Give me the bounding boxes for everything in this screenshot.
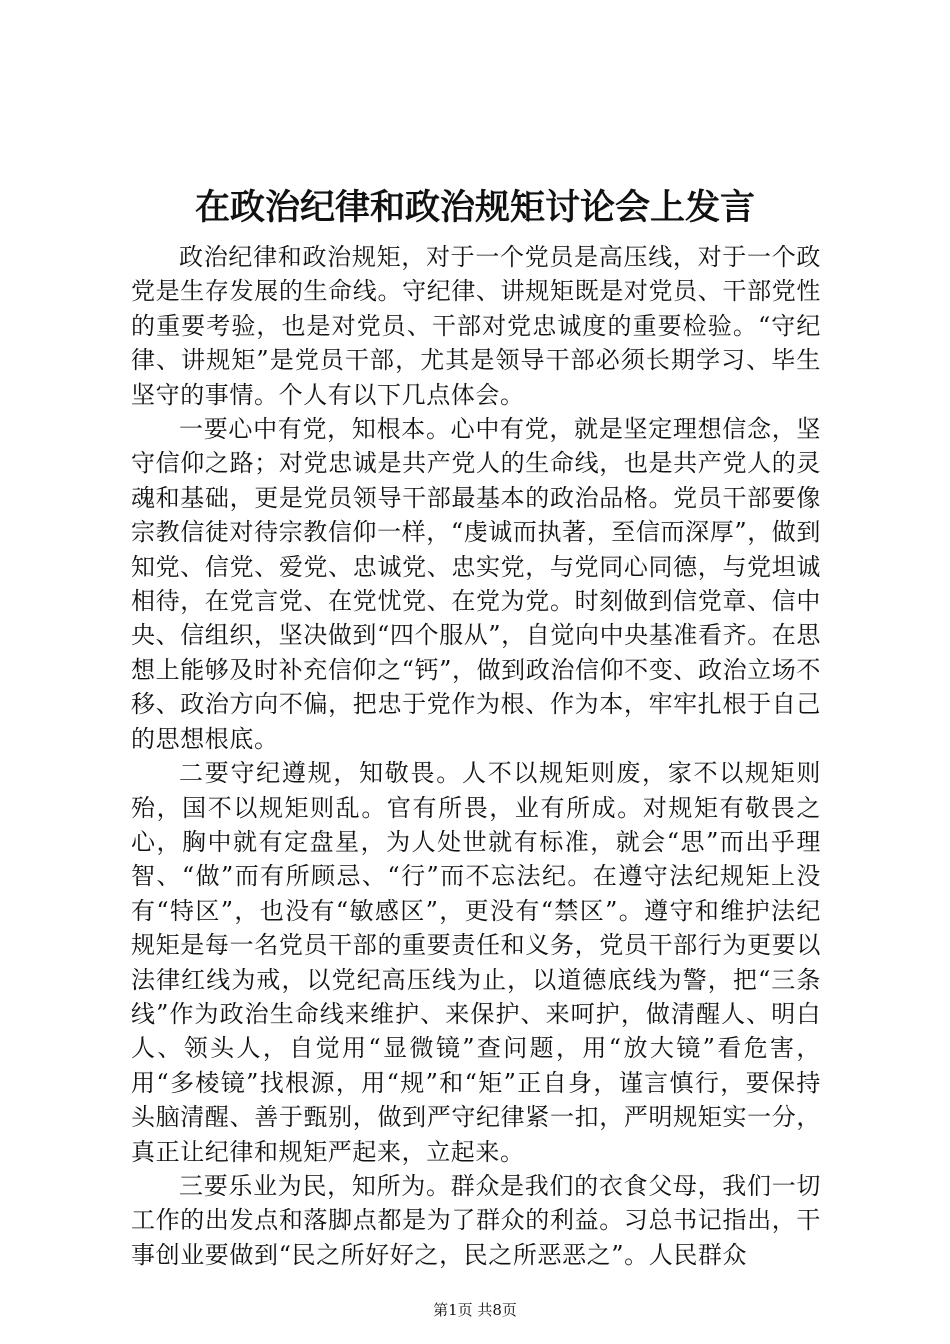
document-body — [131, 240, 821, 1272]
paragraph-point-one: 一要心中有党，知根本。心中有党，就是坚定理想信念，坚守信仰之路；对党忠诚是共产党人的生命线，也是共产党人的灵魂和基础，更是党员领导干部最基本的政治品格。党员干部要像宗教信徒对待宗教信仰一样，“虔诚而执著，至信而深厚”，做到知党、信党、爱党、忠诚党、忠实党，与党同心同德，与党坦诚相待，在党言党、在党忧党、在党为党。时刻做到信党章、信中央、信组织，坚决做到“四个服从”，自觉向中央基准看齐。在思想上能够及时补充信仰之“钙”，做到政治信仰不变、政治立场不移、政治方向不偏，把忠于党作为根、作为本，牢牢扎根于自己的思想根底。 — [131, 415, 821, 753]
page-footer: 第1页 共8页 — [433, 1301, 517, 1319]
paragraph-point-three: 三要乐业为民，知所为。群众是我们的衣食父母，我们一切工作的出发点和落脚点都是为了群众的利益。习总书记指出，干事创业要做到“民之所好好之，民之所恶恶之”。人民群众 — [131, 1171, 821, 1269]
paragraph-intro: 政治纪律和政治规矩，对于一个党员是高压线，对于一个政党是生存发展的生命线。守纪律、讲规矩既是对党员、干部党性的重要考验，也是对党员、干部对党忠诚度的重要检验。“守纪律、讲规矩”是党员干部，尤其是领导干部必须长期学习、毕生坚守的事情。个人有以下几点体会。 — [131, 243, 821, 409]
document-title: 在政治纪律和政治规矩讨论会上发言 — [194, 187, 755, 228]
paragraph-point-two: 二要守纪遵规，知敬畏。人不以规矩则废，家不以规矩则殆，国不以规矩则乱。官有所畏，业有所成。对规矩有敬畏之心，胸中就有定盘星，为人处世就有标准，就会“思”而出乎理智、“做”而有所顾忌、“行”而不忘法纪。在遵守法纪规矩上没有“特区”，也没有“敏感区”，更没有“禁区”。遵守和维护法纪规矩是每一名党员干部的重要责任和义务，党员干部行为更要以法律红线为戒，以党纪高压线为止，以道德底线为警，把“三条线”作为政治生命线来维护、来保护、来呵护，做清醒人、明白人、领头人，自觉用“显微镜”查问题，用“放大镜”看危害，用“多棱镜”找根源，用“规”和“矩”正自身，谨言慎行，要保持头脑清醒、善于甄别，做到严守纪律紧一扣，严明规矩实一分，真正让纪律和规矩严起来，立起来。 — [131, 759, 821, 1166]
